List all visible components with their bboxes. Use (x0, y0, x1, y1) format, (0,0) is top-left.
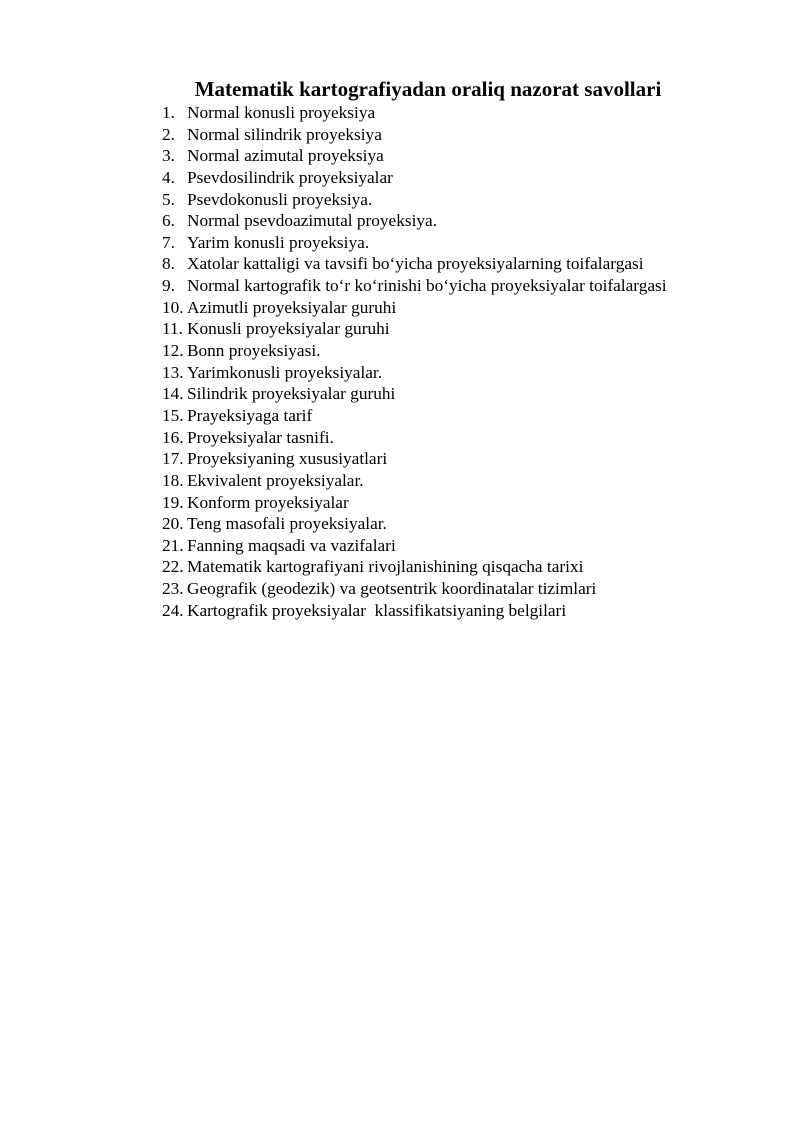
question-number: 6. (162, 211, 175, 231)
question-item (162, 578, 667, 600)
question-item (162, 232, 667, 254)
question-number: 24. (162, 600, 184, 620)
question-text: Yarimkonusli proyeksiyalar. (187, 362, 383, 382)
question-text: Psevdokonusli proyeksiya. (187, 189, 373, 209)
question-number: 23. (162, 579, 184, 599)
question-list (162, 102, 667, 621)
question-text: Normal silindrik proyeksiya (187, 124, 382, 144)
question-text: Geografik (geodezik) va geotsentrik koordinatalar tizimlari (187, 579, 597, 599)
question-item (162, 318, 667, 340)
question-number: 11. (162, 319, 183, 339)
question-text: Ekvivalent proyeksiyalar. (187, 470, 364, 490)
question-text: Teng masofali proyeksiyalar. (187, 514, 387, 534)
question-number: 3. (162, 146, 175, 166)
question-item (162, 362, 667, 384)
question-number: 5. (162, 189, 175, 209)
question-text: Bonn proyeksiyasi. (187, 341, 321, 361)
question-number: 2. (162, 124, 175, 144)
question-text: Yarim konusli proyeksiya. (187, 232, 370, 252)
question-number: 22. (162, 557, 184, 577)
question-text: Kartografik proyeksiyalar klassifikatsiyaning belgilari (187, 600, 567, 620)
question-item (162, 340, 667, 362)
question-item (162, 275, 667, 297)
question-number: 10. (162, 297, 184, 317)
question-number: 4. (162, 167, 175, 187)
question-item (162, 470, 667, 492)
question-text: Matematik kartografiyani rivojlanishining qisqacha tarixi (187, 557, 584, 577)
question-item (162, 556, 667, 578)
question-text: Normal konusli proyeksiya (187, 103, 376, 122)
question-number: 13. (162, 362, 184, 382)
question-text: Prayeksiyaga tarif (187, 405, 313, 425)
question-text: Normal azimutal proyeksiya (187, 146, 384, 166)
question-item (162, 513, 667, 535)
question-text: Fanning maqsadi va vazifalari (187, 535, 396, 555)
question-number: 20. (162, 514, 184, 534)
question-number: 1. (162, 103, 175, 122)
question-number: 21. (162, 535, 184, 555)
question-text: Psevdosilindrik proyeksiyalar (187, 167, 393, 187)
question-item (162, 210, 667, 232)
question-item (162, 383, 667, 405)
question-number: 7. (162, 232, 175, 252)
question-item (162, 427, 667, 449)
question-text: Proyeksiyaning xususiyatlari (187, 449, 388, 469)
question-item (162, 124, 667, 146)
question-item (162, 253, 667, 275)
question-item (162, 492, 667, 514)
question-item (162, 102, 667, 124)
question-item (162, 448, 667, 470)
question-number: 15. (162, 405, 184, 425)
question-number: 18. (162, 470, 184, 490)
question-item (162, 405, 667, 427)
question-item (162, 145, 667, 167)
question-number: 19. (162, 492, 184, 512)
question-text: Azimutli proyeksiyalar guruhi (187, 297, 397, 317)
question-text: Konusli proyeksiyalar guruhi (187, 319, 390, 339)
question-item (162, 189, 667, 211)
question-item (162, 167, 667, 189)
question-number: 16. (162, 427, 184, 447)
question-number: 9. (162, 276, 175, 296)
question-text: Konform proyeksiyalar (187, 492, 349, 512)
question-number: 12. (162, 341, 184, 361)
question-number: 17. (162, 449, 184, 469)
question-item (162, 600, 667, 622)
question-number: 8. (162, 254, 175, 274)
question-text: Proyeksiyalar tasnifi. (187, 427, 334, 447)
question-text: Silindrik proyeksiyalar guruhi (187, 384, 396, 404)
question-text: Normal kartografik to‘r ko‘rinishi bo‘yicha proyeksiyalar toifalargasi (187, 276, 667, 296)
question-text: Xatolar kattaligi va tavsifi bo‘yicha proyeksiyalarning toifalargasi (187, 254, 644, 274)
question-item (162, 535, 667, 557)
question-text: Normal psevdoazimutal proyeksiya. (187, 211, 438, 231)
document-title: Matematik kartografiyadan oraliq nazorat savollari (194, 77, 662, 101)
question-number: 14. (162, 384, 184, 404)
question-item (162, 297, 667, 319)
